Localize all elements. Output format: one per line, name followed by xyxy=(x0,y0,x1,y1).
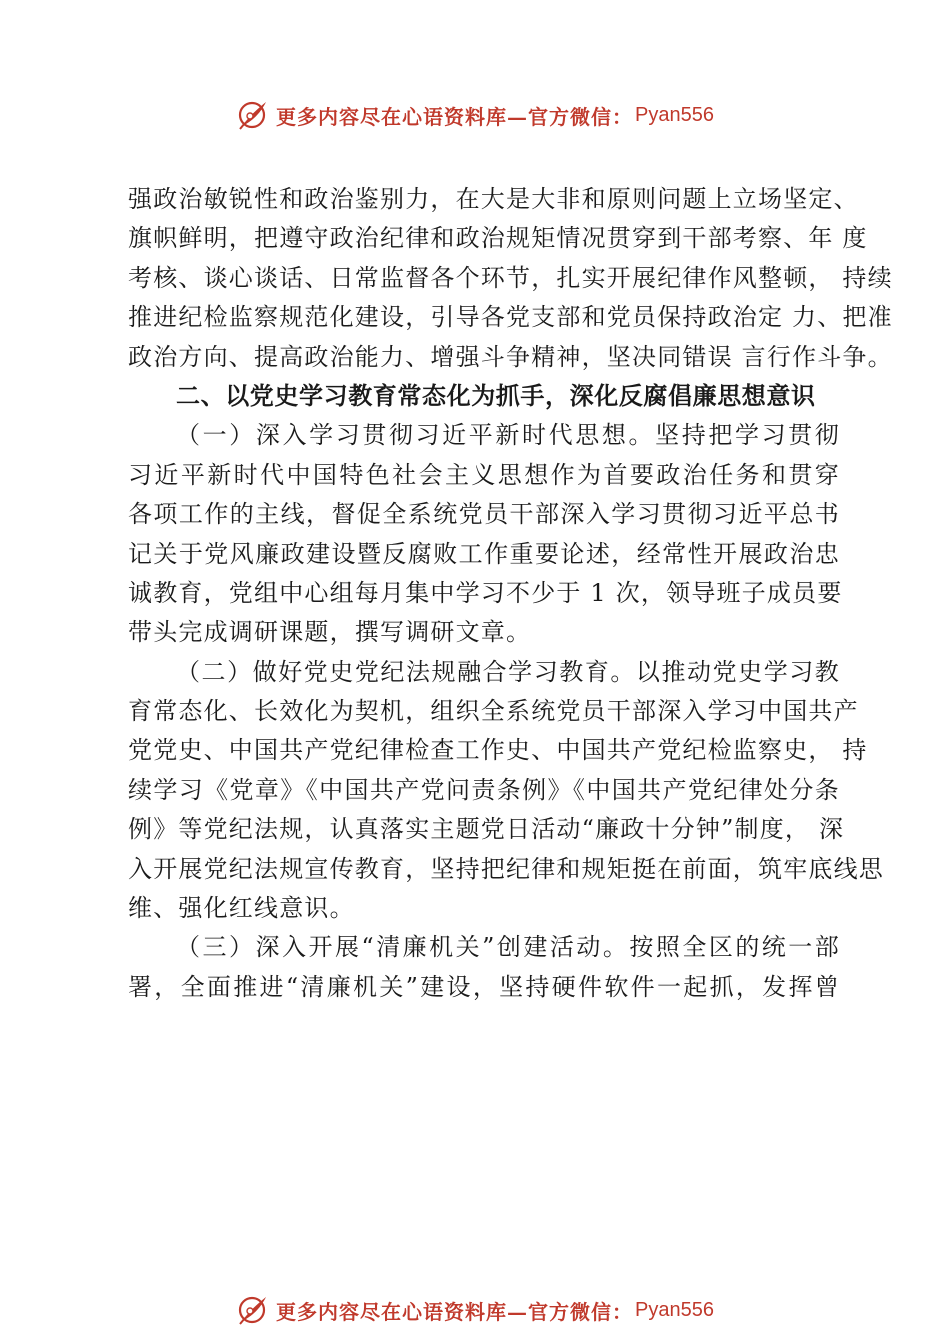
body-line: 入开展党纪法规宣传教育，坚持把纪律和规矩挺在前面，筑牢底线思 xyxy=(128,854,884,883)
body-line: 例》等党纪法规，认真落实主题党日活动“廉政十分钟”制度， 深 xyxy=(128,815,845,844)
watermark-contact: Pyan556 xyxy=(635,1298,714,1321)
body-line: 记关于党风廉政建设暨反腐败工作重要论述，经常性开展政治忠 xyxy=(128,539,840,568)
subsection-first-line: （二）做好党史党纪法规融合学习教育。以推动党史学习教 xyxy=(176,657,840,686)
body-line: 政治方向、提高政治能力、增强斗争精神，坚决同错误 言行作斗争。 xyxy=(128,342,893,371)
body-line: 强政治敏锐性和政治鉴别力，在大是大非和原则问题上立场坚定、 xyxy=(128,185,859,213)
quill-logo-icon xyxy=(236,1293,270,1327)
section-heading: 二、以党史学习教育常态化为抓手，深化反腐倡廉思想意识 xyxy=(176,381,816,410)
body-line: 署，全面推进“清廉机关”建设，坚持硬件软件一起抓，发挥曾 xyxy=(128,972,840,1001)
watermark-contact: Pyan556 xyxy=(635,103,714,126)
body-line: 各项工作的主线，督促全系统党员干部深入学习贯彻习近平总书 xyxy=(128,500,840,529)
quill-logo-icon xyxy=(236,98,270,132)
footer-watermark xyxy=(0,1290,950,1330)
body-line: 续学习《党章》《中国共产党问责条例》《中国共产党纪律处分条 xyxy=(128,775,840,804)
body-line: 推进纪检监察规范化建设，引导各党支部和党员保持政治定 力、把准 xyxy=(128,303,893,332)
body-line: 诚教育，党组中心组每月集中学习不少于 1 次，领导班子成员要 xyxy=(128,578,843,607)
body-line: 维、强化红线意识。 xyxy=(128,894,355,923)
header-watermark xyxy=(0,95,950,135)
body-line: 考核、谈心谈话、日常监督各个环节，扎实开展纪律作风整顿， 持续 xyxy=(128,263,893,292)
body-line: 习近平新时代中国特色社会主义思想作为首要政治任务和贯穿 xyxy=(128,460,840,489)
body-line: 带头完成调研课题，撰写调研文章。 xyxy=(128,618,532,647)
document-body xyxy=(128,180,893,1007)
watermark-text: 更多内容尽在心语资料库—官方微信： xyxy=(276,104,634,129)
body-line: 育常态化、长效化为契机，组织全系统党员干部深入学习中国共产 xyxy=(128,697,859,726)
body-line: 旗帜鲜明，把遵守政治纪律和政治规矩情况贯穿到干部考察、年 度 xyxy=(128,224,868,253)
subsection-first-line: （一）深入学习贯彻习近平新时代思想。坚持把学习贯彻 xyxy=(176,421,840,450)
body-line: 党党史、中国共产党纪律检查工作史、中国共产党纪检监察史， 持 xyxy=(128,736,868,765)
watermark-text: 更多内容尽在心语资料库—官方微信： xyxy=(276,1299,634,1324)
subsection-first-line: （三）深入开展“清廉机关”创建活动。按照全区的统一部 xyxy=(176,933,840,962)
